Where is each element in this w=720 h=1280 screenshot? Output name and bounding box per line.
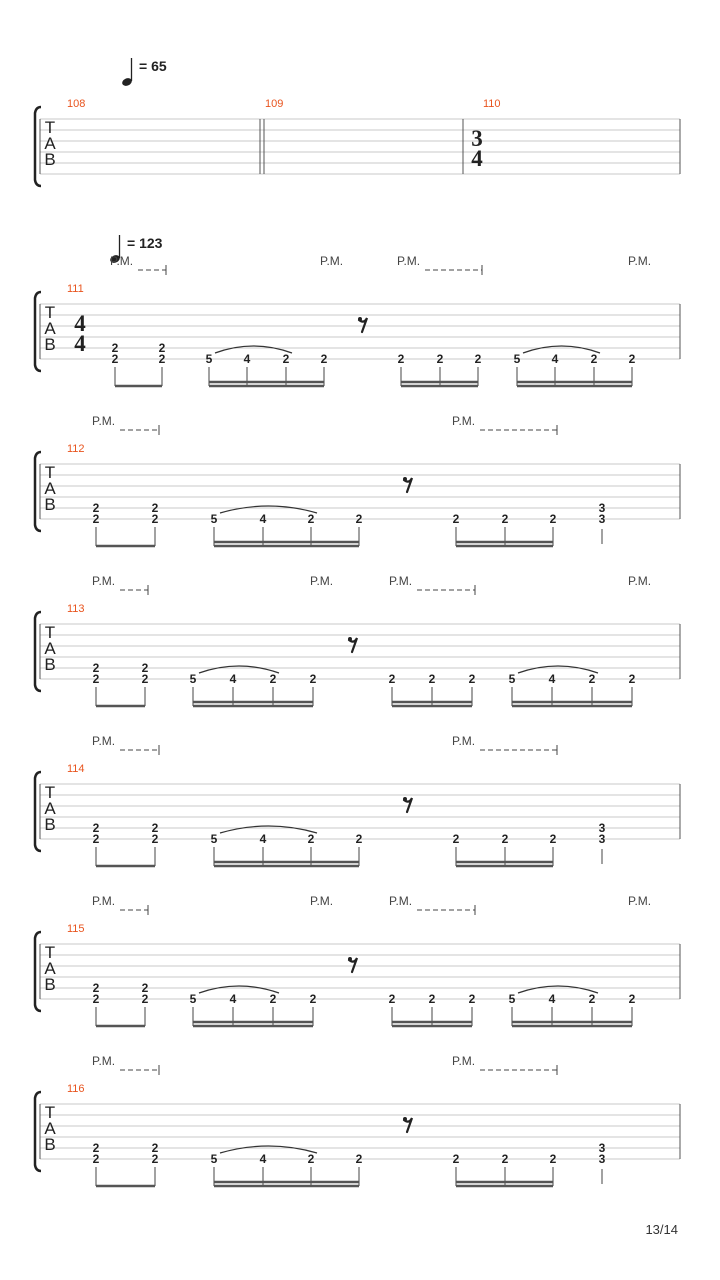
- system-1: [35, 58, 680, 186]
- slur: [220, 826, 317, 833]
- tab-clef-a: A: [44, 959, 56, 978]
- palm-mute-marking: P.M.: [452, 734, 476, 748]
- tab-clef-a: A: [44, 319, 56, 338]
- system-4: [35, 574, 680, 706]
- palm-mute-marking: P.M.: [310, 894, 334, 908]
- system-5: [35, 734, 680, 866]
- palm-mute-marking: P.M.: [628, 254, 652, 268]
- measure-number: 108: [67, 98, 86, 110]
- fret-number: 2: [92, 832, 100, 846]
- fret-number: 2: [158, 352, 166, 366]
- measure-number: 110: [483, 98, 501, 110]
- fret-number: 5: [205, 352, 213, 366]
- palm-mute-marking: P.M.: [397, 254, 421, 268]
- tab-clef-b: B: [44, 335, 56, 354]
- time-signature-bottom: 4: [74, 331, 86, 356]
- fret-number: 5: [513, 352, 521, 366]
- fret-number: 2: [92, 512, 100, 526]
- fret-number: 2: [397, 352, 405, 366]
- time-signature-bottom: 4: [471, 146, 483, 171]
- tab-clef-a: A: [44, 799, 56, 818]
- palm-mute-marking: P.M.: [92, 734, 116, 748]
- fret-number: 2: [151, 832, 159, 846]
- fret-number: 3: [598, 821, 606, 835]
- fret-number: 2: [158, 341, 166, 355]
- palm-mute-marking: P.M.: [628, 894, 652, 908]
- palm-mute-marking: P.M.: [92, 574, 116, 588]
- fret-number: 2: [355, 512, 363, 526]
- fret-number: 2: [588, 992, 596, 1006]
- fret-number: 2: [92, 992, 100, 1006]
- measure-number: 116: [67, 1083, 85, 1095]
- tempo-marking: = 123: [127, 235, 163, 251]
- tab-clef-b: B: [44, 815, 56, 834]
- measure-number: 111: [67, 283, 84, 295]
- fret-number: 2: [92, 821, 100, 835]
- fret-number: 5: [210, 1152, 218, 1166]
- fret-number: 3: [598, 1152, 606, 1166]
- fret-number: 5: [508, 672, 516, 686]
- fret-number: 2: [355, 1152, 363, 1166]
- fret-number: 2: [388, 672, 396, 686]
- fret-number: 2: [151, 821, 159, 835]
- tab-clef-t: T: [44, 1103, 56, 1122]
- fret-number: 4: [551, 352, 559, 366]
- palm-mute-marking: P.M.: [92, 1054, 116, 1068]
- fret-number: 2: [92, 1152, 100, 1166]
- fret-number: 2: [474, 352, 482, 366]
- slur: [199, 666, 279, 673]
- fret-number: 2: [92, 981, 100, 995]
- fret-number: 4: [259, 832, 267, 846]
- fret-number: 2: [355, 832, 363, 846]
- fret-number: 2: [549, 832, 557, 846]
- palm-mute-marking: P.M.: [389, 574, 413, 588]
- fret-number: 4: [548, 672, 556, 686]
- fret-number: 2: [309, 992, 317, 1006]
- palm-mute-marking: P.M.: [310, 574, 334, 588]
- palm-mute-marking: P.M.: [628, 574, 652, 588]
- fret-number: 2: [428, 992, 436, 1006]
- fret-number: 2: [269, 992, 277, 1006]
- fret-number: 4: [229, 992, 237, 1006]
- palm-mute-marking: P.M.: [452, 1054, 476, 1068]
- fret-number: 2: [141, 992, 149, 1006]
- measure-number: 114: [67, 763, 85, 775]
- palm-mute-marking: P.M.: [320, 254, 344, 268]
- fret-number: 2: [501, 832, 509, 846]
- fret-number: 2: [320, 352, 328, 366]
- system-2: [35, 235, 680, 386]
- rest-dot: [348, 957, 352, 961]
- fret-number: 4: [259, 512, 267, 526]
- tab-clef-b: B: [44, 975, 56, 994]
- fret-number: 2: [549, 512, 557, 526]
- slur: [518, 986, 598, 993]
- fret-number: 2: [111, 352, 119, 366]
- tab-clef-a: A: [44, 639, 56, 658]
- fret-number: 2: [141, 661, 149, 675]
- tab-clef-a: A: [44, 134, 56, 153]
- fret-number: 2: [628, 352, 636, 366]
- fret-number: 2: [92, 672, 100, 686]
- tempo-marking: = 65: [139, 58, 167, 74]
- tab-clef-b: B: [44, 1135, 56, 1154]
- tab-clef-t: T: [44, 463, 56, 482]
- fret-number: 2: [151, 501, 159, 515]
- fret-number: 2: [151, 1152, 159, 1166]
- tab-clef-t: T: [44, 303, 56, 322]
- palm-mute-marking: P.M.: [92, 414, 116, 428]
- tab-clef-a: A: [44, 1119, 56, 1138]
- fret-number: 2: [590, 352, 598, 366]
- tab-clef-b: B: [44, 495, 56, 514]
- slur: [523, 346, 600, 353]
- measure-number: 109: [265, 98, 284, 110]
- tab-clef-t: T: [44, 783, 56, 802]
- fret-number: 2: [92, 501, 100, 515]
- tab-clef-b: B: [44, 150, 56, 169]
- tab-clef-b: B: [44, 655, 56, 674]
- page-number: 13/14: [645, 1222, 678, 1237]
- time-signature-top: 3: [471, 126, 483, 151]
- fret-number: 2: [628, 672, 636, 686]
- fret-number: 4: [259, 1152, 267, 1166]
- fret-number: 5: [189, 992, 197, 1006]
- fret-number: 2: [468, 672, 476, 686]
- palm-mute-marking: P.M.: [389, 894, 413, 908]
- slur: [220, 506, 317, 513]
- measure-number: 112: [67, 443, 85, 455]
- fret-number: 2: [151, 512, 159, 526]
- fret-number: 3: [598, 832, 606, 846]
- rest-dot: [348, 637, 352, 641]
- slur: [518, 666, 598, 673]
- fret-number: 2: [307, 1152, 315, 1166]
- tab-clef-t: T: [44, 943, 56, 962]
- tab-clef-t: T: [44, 623, 56, 642]
- fret-number: 2: [309, 672, 317, 686]
- fret-number: 2: [269, 672, 277, 686]
- fret-number: 2: [501, 1152, 509, 1166]
- fret-number: 2: [141, 981, 149, 995]
- system-7: [35, 1054, 680, 1186]
- fret-number: 2: [428, 672, 436, 686]
- slur: [199, 986, 279, 993]
- fret-number: 5: [210, 512, 218, 526]
- fret-number: 2: [436, 352, 444, 366]
- palm-mute-marking: P.M.: [110, 254, 134, 268]
- fret-number: 2: [501, 512, 509, 526]
- fret-number: 4: [229, 672, 237, 686]
- rest-dot: [403, 477, 407, 481]
- fret-number: 3: [598, 512, 606, 526]
- fret-number: 2: [388, 992, 396, 1006]
- palm-mute-marking: P.M.: [92, 894, 116, 908]
- fret-number: 3: [598, 501, 606, 515]
- fret-number: 5: [210, 832, 218, 846]
- fret-number: 2: [452, 832, 460, 846]
- fret-number: 2: [588, 672, 596, 686]
- measure-number: 113: [67, 603, 85, 615]
- fret-number: 3: [598, 1141, 606, 1155]
- rest-dot: [403, 797, 407, 801]
- tab-clef-a: A: [44, 479, 56, 498]
- fret-number: 4: [548, 992, 556, 1006]
- rest-dot: [358, 317, 362, 321]
- fret-number: 2: [92, 1141, 100, 1155]
- fret-number: 2: [111, 341, 119, 355]
- time-signature-top: 4: [74, 311, 86, 336]
- fret-number: 2: [468, 992, 476, 1006]
- tab-clef-t: T: [44, 118, 56, 137]
- fret-number: 2: [549, 1152, 557, 1166]
- fret-number: 2: [452, 512, 460, 526]
- fret-number: 2: [282, 352, 290, 366]
- fret-number: 5: [508, 992, 516, 1006]
- palm-mute-marking: P.M.: [452, 414, 476, 428]
- measure-number: 115: [67, 923, 85, 935]
- system-3: [35, 414, 680, 546]
- slur: [220, 1146, 317, 1153]
- fret-number: 2: [628, 992, 636, 1006]
- fret-number: 2: [92, 661, 100, 675]
- fret-number: 4: [243, 352, 251, 366]
- fret-number: 2: [452, 1152, 460, 1166]
- fret-number: 2: [307, 832, 315, 846]
- slur: [215, 346, 292, 353]
- system-6: [35, 894, 680, 1026]
- fret-number: 2: [151, 1141, 159, 1155]
- rest-dot: [403, 1117, 407, 1121]
- fret-number: 2: [307, 512, 315, 526]
- fret-number: 2: [141, 672, 149, 686]
- fret-number: 5: [189, 672, 197, 686]
